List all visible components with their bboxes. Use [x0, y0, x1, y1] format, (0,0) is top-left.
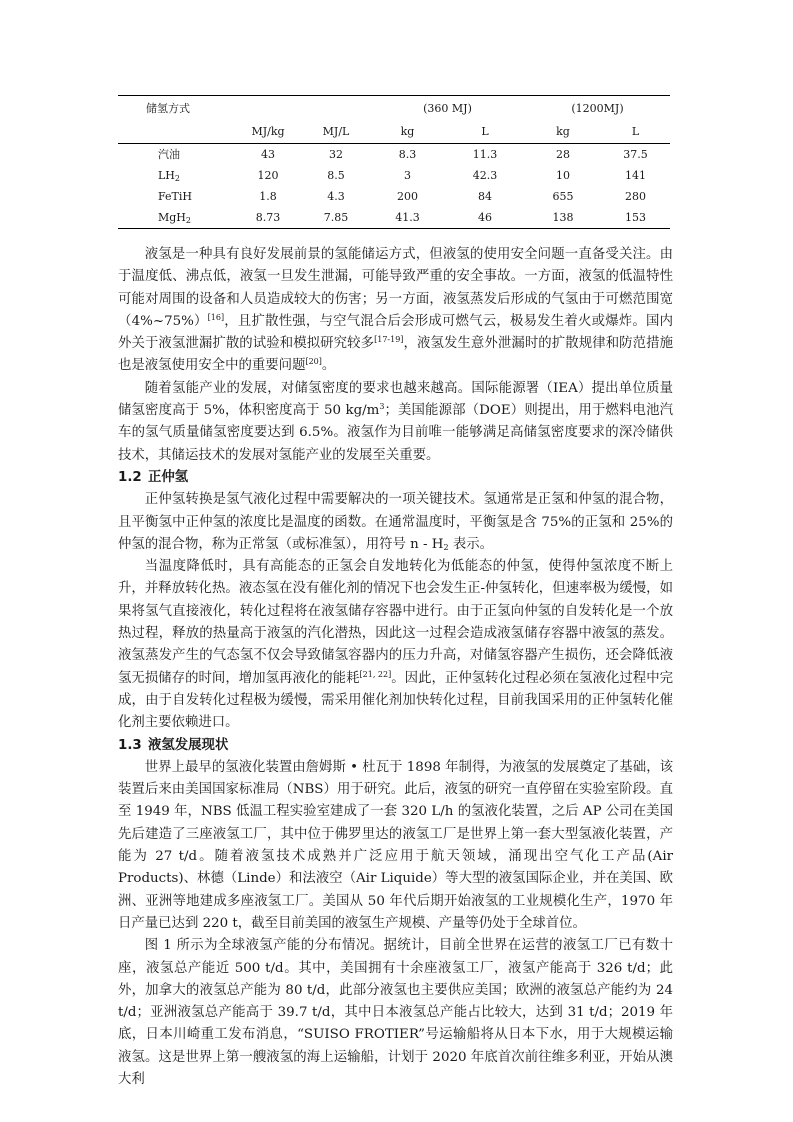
group-360-header: (360 MJ)	[423, 101, 472, 115]
table-cell: 43	[261, 148, 275, 161]
citation: [17-19]	[374, 335, 404, 345]
table-cell: 42.3	[472, 169, 498, 182]
paragraph-storage-density: 随着氢能产业的发展，对储氢密度的要求也越来越高。国际能源署（IEA）提出单位质量储氢密度高于 5%，体积密度高于 50 $kg/m^3$；美国能源部（DOE）则提出，用于燃料电池汽车的氢气质量储氢密度要达到 6.5%。液氢作为目前唯一能够满足高储氢密度要求的深冷储供技术，其储运技术的发展对氢能产业的发展至关重要。	[118, 380, 673, 463]
table-cell: 138	[552, 211, 574, 224]
table-cell: 120	[257, 169, 279, 182]
table-cell: 4.3	[327, 190, 345, 203]
unit-cell: kg	[370, 120, 445, 144]
citation: [21, 22]	[359, 669, 392, 679]
table-cell: 280	[625, 190, 646, 203]
row-label: FeTiH	[158, 190, 192, 203]
paragraph-conversion-heat: 当温度降低时，具有高能态的正氢会自发地转化为低能态的仲氢，使得仲氢浓度不断上升，并释放转化热。液态氢在没有催化剂的情况下也会发生正-仲氢转化，但速率极为缓慢，如果将氢气直接液化，转化过程将在液氢储存容器中进行。由于正氢向仲氢的自发转化是一个放热过程，释放的热量高于液氢的汽化潜热，因此这一过程会造成液氢储存容器中液氢的蒸发。液氢蒸发产生的气态氢不仅会导致储氢容器内的压力升高，对储氢容器产生损伤，还会降低液氢无损储存的时间，增加氢再液化的能耗[21, 22]。因此，正仲氢转化过程必须在氢液化过程中完成，由于自发转化过程极为缓慢，需采用催化剂加快转化过程，目前我国采用的正仲氢转化催化剂主要依赖进口。	[118, 559, 674, 731]
section-heading-1-2: 1.2 正仲氢	[118, 469, 189, 485]
table-header-row	[118, 96, 670, 121]
table-cell: 655	[552, 190, 574, 203]
table-cell: 8.3	[398, 148, 417, 161]
table-cell: 153	[625, 211, 646, 224]
table-cell: 37.5	[623, 148, 648, 161]
row-label: $LH_2$	[158, 169, 180, 183]
table-cell: 200	[397, 190, 418, 203]
method-header: 储氢方式	[146, 101, 190, 115]
table-cell: 11.3	[472, 148, 498, 161]
row-label: MgH$_2$	[158, 211, 191, 225]
table-unit-row	[118, 120, 670, 144]
hydrogen-storage-table	[118, 95, 670, 229]
citation: [20]	[305, 357, 322, 367]
table-cell: 141	[625, 169, 646, 182]
unit-cell: MJ/kg	[234, 120, 302, 144]
group-1200-header: (1200MJ)	[571, 101, 624, 115]
unit-cell: L	[445, 120, 525, 144]
body-text	[118, 244, 673, 1091]
table-cell: 7.85	[323, 211, 349, 224]
table-cell: 8.5	[327, 169, 345, 182]
table-cell: 28	[556, 148, 570, 161]
unit-cell: kg	[525, 120, 601, 144]
table-cell: 32	[329, 148, 343, 161]
table-cell: 1.8	[259, 190, 277, 203]
paragraph-liquid-hydrogen-safety: 液氢是一种具有良好发展前景的氢能储运方式，但液氢的使用安全问题一直备受关注。由于温度低、沸点低，液氢一旦发生泄漏，可能导致严重的安全事故。一方面，液氢的低温特性可能对周围的设备和人员造成较大的伤害；另一方面，液氢蒸发后形成的气氢由于可燃范围宽（4%~75%）[16]，且扩散性强，与空气混合后会形成可燃气云，极易发生着火或爆炸。国内外关于液氢泄漏扩散的试验和模拟研究较多[17-19]，液氢发生意外泄漏时的扩散规律和防范措施也是液氢使用安全中的重要问题[20]。	[118, 247, 674, 374]
table-row	[118, 186, 670, 207]
paragraph-ortho-para-conversion: 正仲氢转换是氢气液化过程中需要解决的一项关键技术。氢通常是正氢和仲氢的混合物，且平衡氢中正仲氢的浓度比是温度的函数。在通常温度时，平衡氢是含 75%的正氢和 25%的仲氢的混合物，称为正常氢（或标准氢），用符号 n - $H_2$ 表示。	[118, 492, 673, 552]
table-cell: 84	[478, 190, 492, 203]
row-label: 汽油	[158, 148, 180, 161]
table-row	[118, 165, 670, 186]
table-row	[118, 207, 670, 229]
paragraph-global-capacity: 图 1 所示为全球液氢产能的分布情况。据统计，目前全世界在运营的液氢工厂已有数十座，液氢总产能近 500 t/d。其中，美国拥有十余座液氢工厂，液氢产能高于 326 t/d；此外，加拿大的液氢总产能为 80 t/d，此部分液氢也主要供应美国；欧洲的液氢总产能约为 24 t/d；亚洲液氢总产能高于 39.7 t/d，其中日本液氢总产能占比较大，达到 31 t/d；2019 年底，日本川崎重工发布消息，“SUISO FROTIER”号运输船将从日本下水，用于大规模运输液氢。这是世界上第一艘液氢的海上运输船，计划于 2020 年底首次前往维多利亚，开始从澳大利	[118, 938, 673, 1087]
paragraph-history: 世界上最早的氢液化装置由詹姆斯 • 杜瓦于 1898 年制得，为液氢的发展奠定了基础，该装置后来由美国国家标准局（NBS）用于研究。此后，液氢的研究一直停留在实验室阶段。直至 1949 年，NBS 低温工程实验室建成了一套 320 L/h 的氢液化装置，之后 AP 公司在美国先后建造了三座液氢工厂，其中位于佛罗里达的液氢工厂是世界上第一套大型氢液化装置，产能为 27 t/d。随着液氢技术成熟并广泛应用于航天领域，涌现出空气化工产品(Air Products)、林德（Linde）和法液空（Air Liquide）等大型的液氢国际企业，并在美国、欧洲、亚洲等地建成多座液氢工厂。美国从 50 年代后期开始液氢的工业规模化生产，1970 年日产量已达到 220 t，截至目前美国的液氢生产规模、产量等仍处于全球首位。	[118, 759, 673, 931]
section-heading-1-3: 1.3 液氢发展现状	[118, 737, 229, 753]
table-cell: 8.73	[255, 211, 281, 224]
unit-cell: MJ/L	[302, 120, 370, 144]
table-cell: 46	[478, 211, 492, 224]
table-cell: 3	[404, 169, 411, 182]
table-row	[118, 144, 670, 166]
unit-cell: L	[601, 120, 670, 144]
table-cell: 10	[556, 169, 570, 182]
citation: [16]	[207, 312, 225, 322]
table-cell: 41.3	[395, 211, 420, 224]
